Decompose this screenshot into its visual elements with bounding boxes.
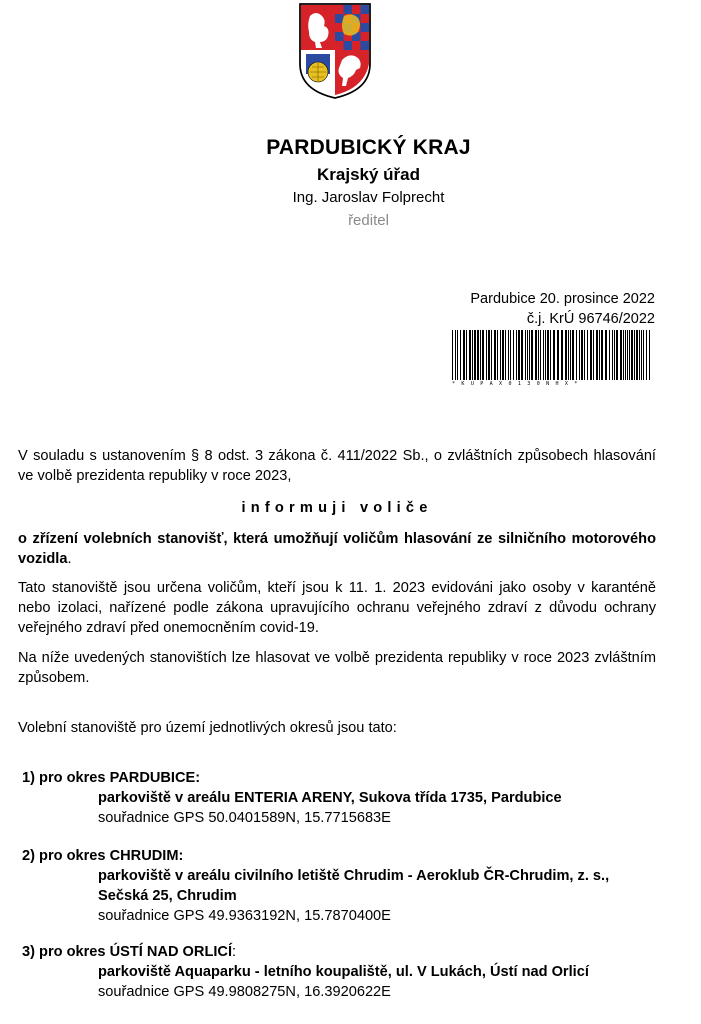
barcode-bar bbox=[649, 330, 650, 380]
location-item bbox=[22, 846, 662, 926]
barcode-bar bbox=[460, 330, 461, 380]
inform-heading: informuji voliče bbox=[241, 500, 433, 516]
barcode-bar bbox=[570, 330, 571, 380]
barcode-bar bbox=[634, 330, 635, 380]
barcode-bar bbox=[590, 330, 592, 380]
reference-number: č.j. KrÚ 96746/2022 bbox=[526, 311, 655, 327]
barcode-bar bbox=[521, 330, 523, 380]
barcode-bar bbox=[463, 330, 465, 380]
barcode-bar bbox=[505, 330, 506, 380]
barcode-bar bbox=[643, 330, 644, 380]
barcode-bar bbox=[639, 330, 640, 380]
location-item bbox=[22, 942, 662, 1002]
location-title: 1) pro okres PARDUBICE: bbox=[22, 770, 201, 786]
barcode-bar bbox=[482, 330, 484, 380]
barcode-bar bbox=[466, 330, 467, 380]
barcode-bar bbox=[488, 330, 490, 380]
barcode-bar bbox=[581, 330, 583, 380]
barcode-bar bbox=[599, 330, 600, 380]
barcode-bar bbox=[502, 330, 504, 380]
barcode-bar bbox=[535, 330, 537, 380]
location-title-colon: : bbox=[232, 944, 237, 960]
barcode-bar bbox=[543, 330, 544, 380]
location-address: parkoviště Aquaparku - letního koupaliště, ul. V Lukách, Ústí nad Orlicí bbox=[98, 964, 589, 980]
barcode-bar bbox=[516, 330, 517, 380]
barcode-bar bbox=[565, 330, 567, 380]
barcode-bar bbox=[614, 330, 615, 380]
barcode-bar bbox=[491, 330, 492, 380]
barcode-bar bbox=[576, 330, 577, 380]
barcode-bar bbox=[596, 330, 598, 380]
barcode-bar bbox=[629, 330, 630, 380]
barcode-bar bbox=[455, 330, 456, 380]
barcode-bar bbox=[527, 330, 528, 380]
intro-paragraph: V souladu s ustanovením § 8 odst. 3 zákona č. 411/2022 Sb., o zvláštních způsobech hlasování ve volbě prezidenta republiky v roce 2023, bbox=[18, 448, 656, 484]
barcode-bar bbox=[510, 330, 511, 380]
director-name: Ing. Jaroslav Folprecht bbox=[292, 189, 445, 206]
barcode-bar bbox=[457, 330, 458, 380]
barcode-bar bbox=[529, 330, 530, 380]
barcode-bar bbox=[584, 330, 585, 380]
barcode-bar bbox=[641, 330, 642, 380]
location-title: 3) pro okres ÚSTÍ NAD ORLICÍ bbox=[22, 944, 233, 960]
barcode-bar bbox=[477, 330, 479, 380]
barcode-bar bbox=[513, 330, 514, 380]
subject-end: . bbox=[67, 551, 72, 567]
barcode-bar bbox=[538, 330, 539, 380]
barcode-bar bbox=[472, 330, 473, 380]
barcode-bar bbox=[627, 330, 628, 380]
barcode-bar bbox=[486, 330, 487, 380]
barcode-bar bbox=[579, 330, 580, 380]
barcode-bar bbox=[518, 330, 520, 380]
location-title: 2) pro okres CHRUDIM: bbox=[22, 848, 184, 864]
barcode-bar bbox=[545, 330, 546, 380]
barcode-text: *KUPAX0130NHX* bbox=[452, 381, 584, 387]
location-gps: souřadnice GPS 50.0401589N, 15.7715683E bbox=[98, 810, 391, 826]
date-reference-block bbox=[470, 289, 655, 329]
barcode-bar bbox=[547, 330, 549, 380]
barcode-bar bbox=[561, 330, 563, 380]
barcode-bar bbox=[550, 330, 551, 380]
barcode-bar bbox=[646, 330, 647, 380]
location-address: parkoviště v areálu ENTERIA ARENY, Sukova třída 1735, Pardubice bbox=[98, 790, 562, 806]
barcode-bar bbox=[605, 330, 607, 380]
barcode-bar bbox=[609, 330, 610, 380]
barcode-bar bbox=[508, 330, 509, 380]
barcode-bar bbox=[631, 330, 633, 380]
location-item bbox=[22, 768, 662, 828]
barcode-bar bbox=[572, 330, 574, 380]
place-date: Pardubice 20. prosince 2022 bbox=[470, 291, 655, 307]
barcode-bar bbox=[553, 330, 555, 380]
barcode-bar bbox=[480, 330, 481, 380]
subject-bold-text: o zřízení volebních stanovišť, která umožňují voličům hlasování ze silničního motorového vozidla bbox=[18, 531, 656, 567]
barcode-bar bbox=[623, 330, 624, 380]
location-gps: souřadnice GPS 49.9363192N, 15.7870400E bbox=[98, 908, 391, 924]
location-address: parkoviště v areálu civilního letiště Chrudim - Aeroklub ČR-Chrudim, z. s., Sečská 25, Chrudim bbox=[98, 868, 610, 904]
barcode-bar bbox=[540, 330, 541, 380]
coat-of-arms bbox=[298, 2, 372, 100]
purpose-paragraph: Tato stanoviště jsou určena voličům, kteří jsou k 11. 1. 2023 evidováni jako osoby v karanténě nebo izolaci, nařízené podle zákona upravujícího ochranu veřejného zdraví z důvodu ochrany veřejného zdraví před onemocněním covid-19. bbox=[18, 580, 656, 636]
coat-of-arms-icon bbox=[298, 2, 372, 100]
location-gps: souřadnice GPS 49.9808275N, 16.3920622E bbox=[98, 984, 391, 1000]
list-intro: Volební stanoviště pro území jednotlivých okresů jsou tato: bbox=[18, 720, 397, 736]
barcode bbox=[452, 330, 655, 385]
barcode-bar bbox=[497, 330, 498, 380]
subject-paragraph bbox=[18, 529, 656, 569]
barcode-bar bbox=[469, 330, 471, 380]
barcode-bar bbox=[612, 330, 613, 380]
barcode-bar bbox=[525, 330, 526, 380]
barcode-bar bbox=[636, 330, 638, 380]
barcode-bar bbox=[494, 330, 496, 380]
director-role: ředitel bbox=[348, 212, 389, 229]
office-title: Krajský úřad bbox=[317, 165, 420, 184]
barcode-bar bbox=[568, 330, 569, 380]
where-paragraph: Na níže uvedených stanovištích lze hlasovat ve volbě prezidenta republiky v roce 2023 zvláštním způsobem. bbox=[18, 650, 656, 686]
barcode-bar bbox=[587, 330, 588, 380]
barcode-bar bbox=[625, 330, 626, 380]
barcode-bar bbox=[452, 330, 453, 380]
barcode-bar bbox=[531, 330, 533, 380]
barcode-bar bbox=[620, 330, 622, 380]
barcode-bar bbox=[557, 330, 559, 380]
barcode-bar bbox=[474, 330, 476, 380]
barcode-bar bbox=[593, 330, 594, 380]
barcode-bar bbox=[601, 330, 603, 380]
region-title: PARDUBICKÝ KRAJ bbox=[266, 136, 471, 159]
barcode-bar bbox=[500, 330, 501, 380]
barcode-bar bbox=[616, 330, 618, 380]
